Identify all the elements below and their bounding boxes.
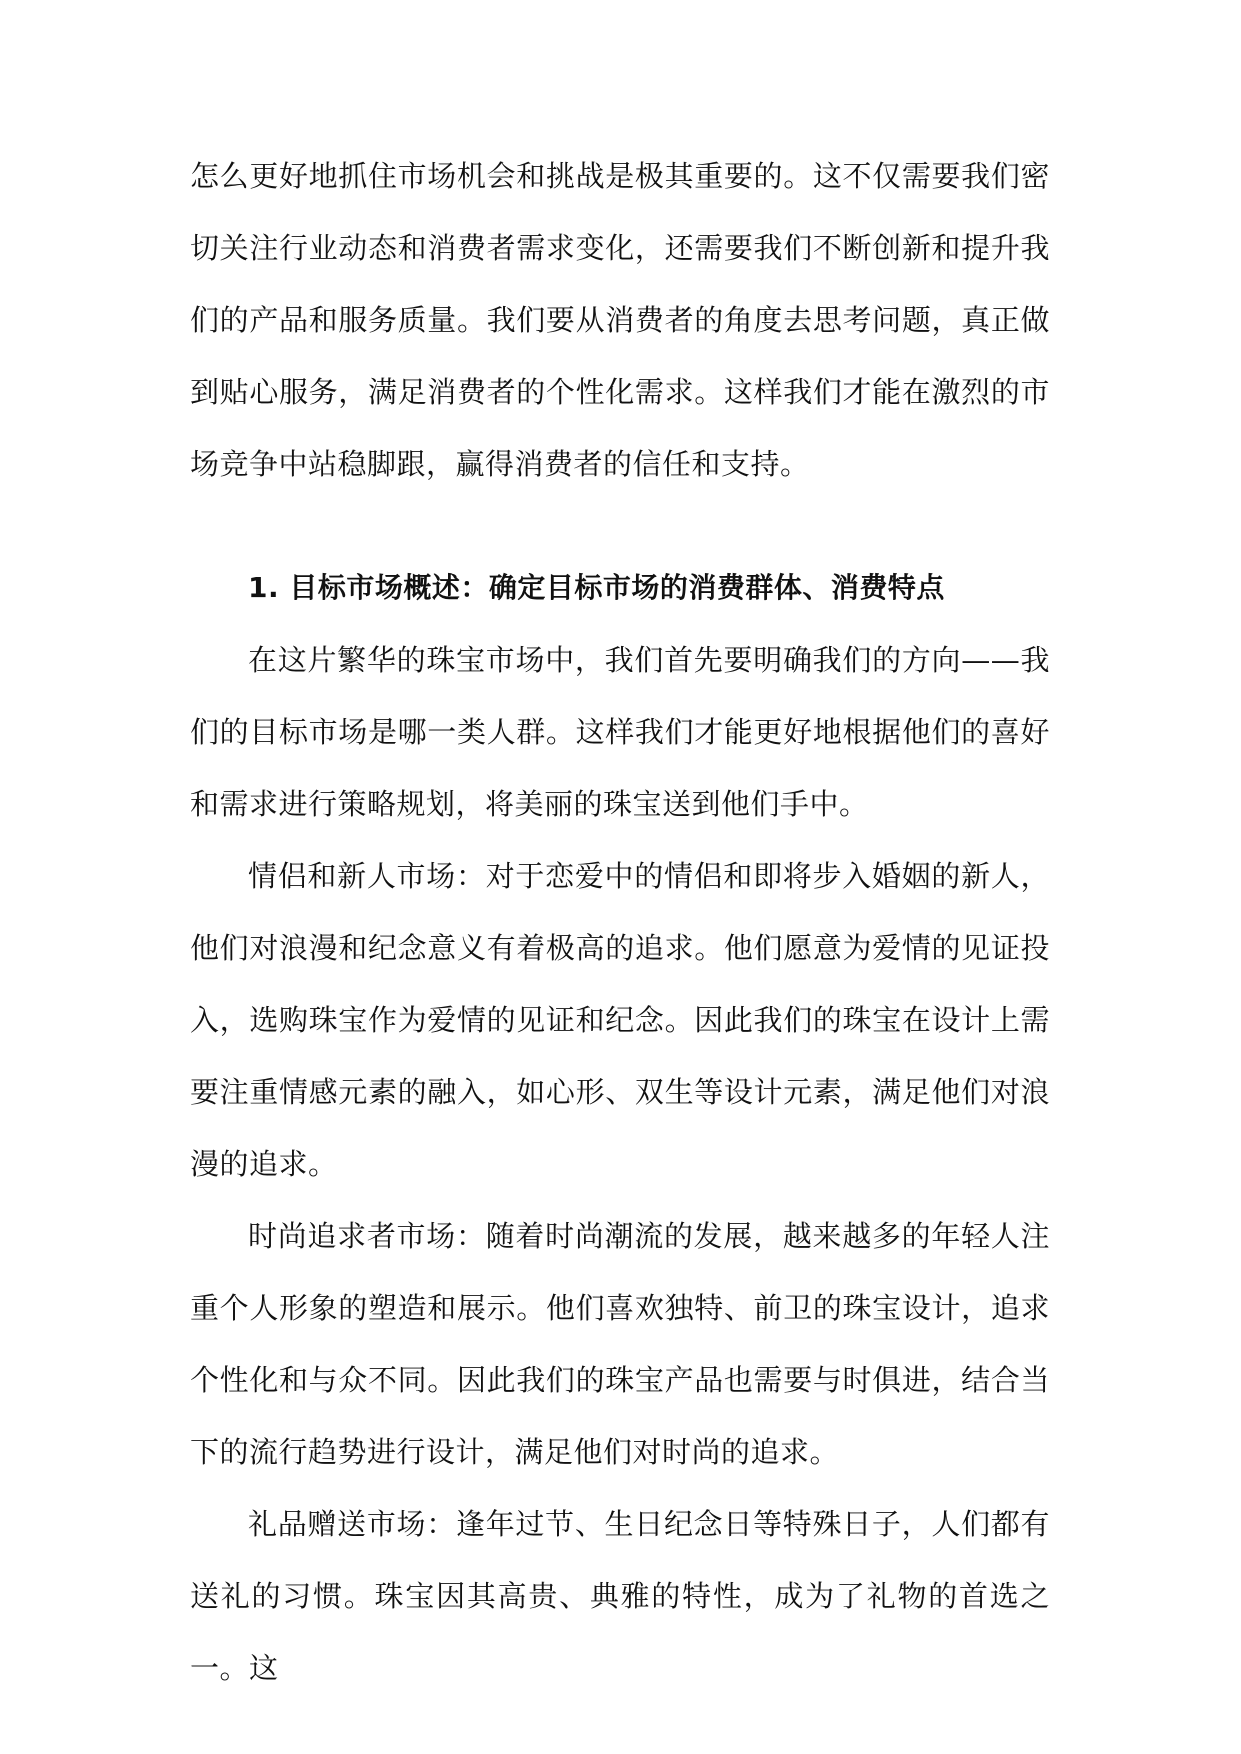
section-gap — [190, 500, 1050, 552]
fashion-market-paragraph: 时尚追求者市场：随着时尚潮流的发展，越来越多的年轻人注重个人形象的塑造和展示。他们喜欢独特、前卫的珠宝设计，追求个性化和与众不同。因此我们的珠宝产品也需要与时俱进，结合当下的流行趋势进行设计，满足他们对时尚的追求。 — [190, 1219, 1050, 1469]
section-heading: 1. 目标市场概述：确定目标市场的消费群体、消费特点 — [248, 571, 945, 604]
target-market-paragraph: 在这片繁华的珠宝市场中，我们首先要明确我们的方向——我们的目标市场是哪一类人群。这样我们才能更好地根据他们的喜好和需求进行策略规划，将美丽的珠宝送到他们手中。 — [190, 643, 1050, 821]
couples-market-paragraph: 情侣和新人市场：对于恋爱中的情侣和即将步入婚姻的新人，他们对浪漫和纪念意义有着极高的追求。他们愿意为爱情的见证投入，选购珠宝作为爱情的见证和纪念。因此我们的珠宝在设计上需要注重情感元素的融入，如心形、双生等设计元素，满足他们对浪漫的追求。 — [190, 859, 1050, 1181]
document-body — [190, 140, 1050, 1704]
gift-market-paragraph: 礼品赠送市场：逢年过节、生日纪念日等特殊日子，人们都有送礼的习惯。珠宝因其高贵、典雅的特性，成为了礼物的首选之一。这 — [190, 1507, 1050, 1685]
intro-paragraph: 怎么更好地抓住市场机会和挑战是极其重要的。这不仅需要我们密切关注行业动态和消费者需求变化，还需要我们不断创新和提升我们的产品和服务质量。我们要从消费者的角度去思考问题，真正做到贴心服务，满足消费者的个性化需求。这样我们才能在激烈的市场竞争中站稳脚跟，赢得消费者的信任和支持。 — [190, 159, 1050, 481]
